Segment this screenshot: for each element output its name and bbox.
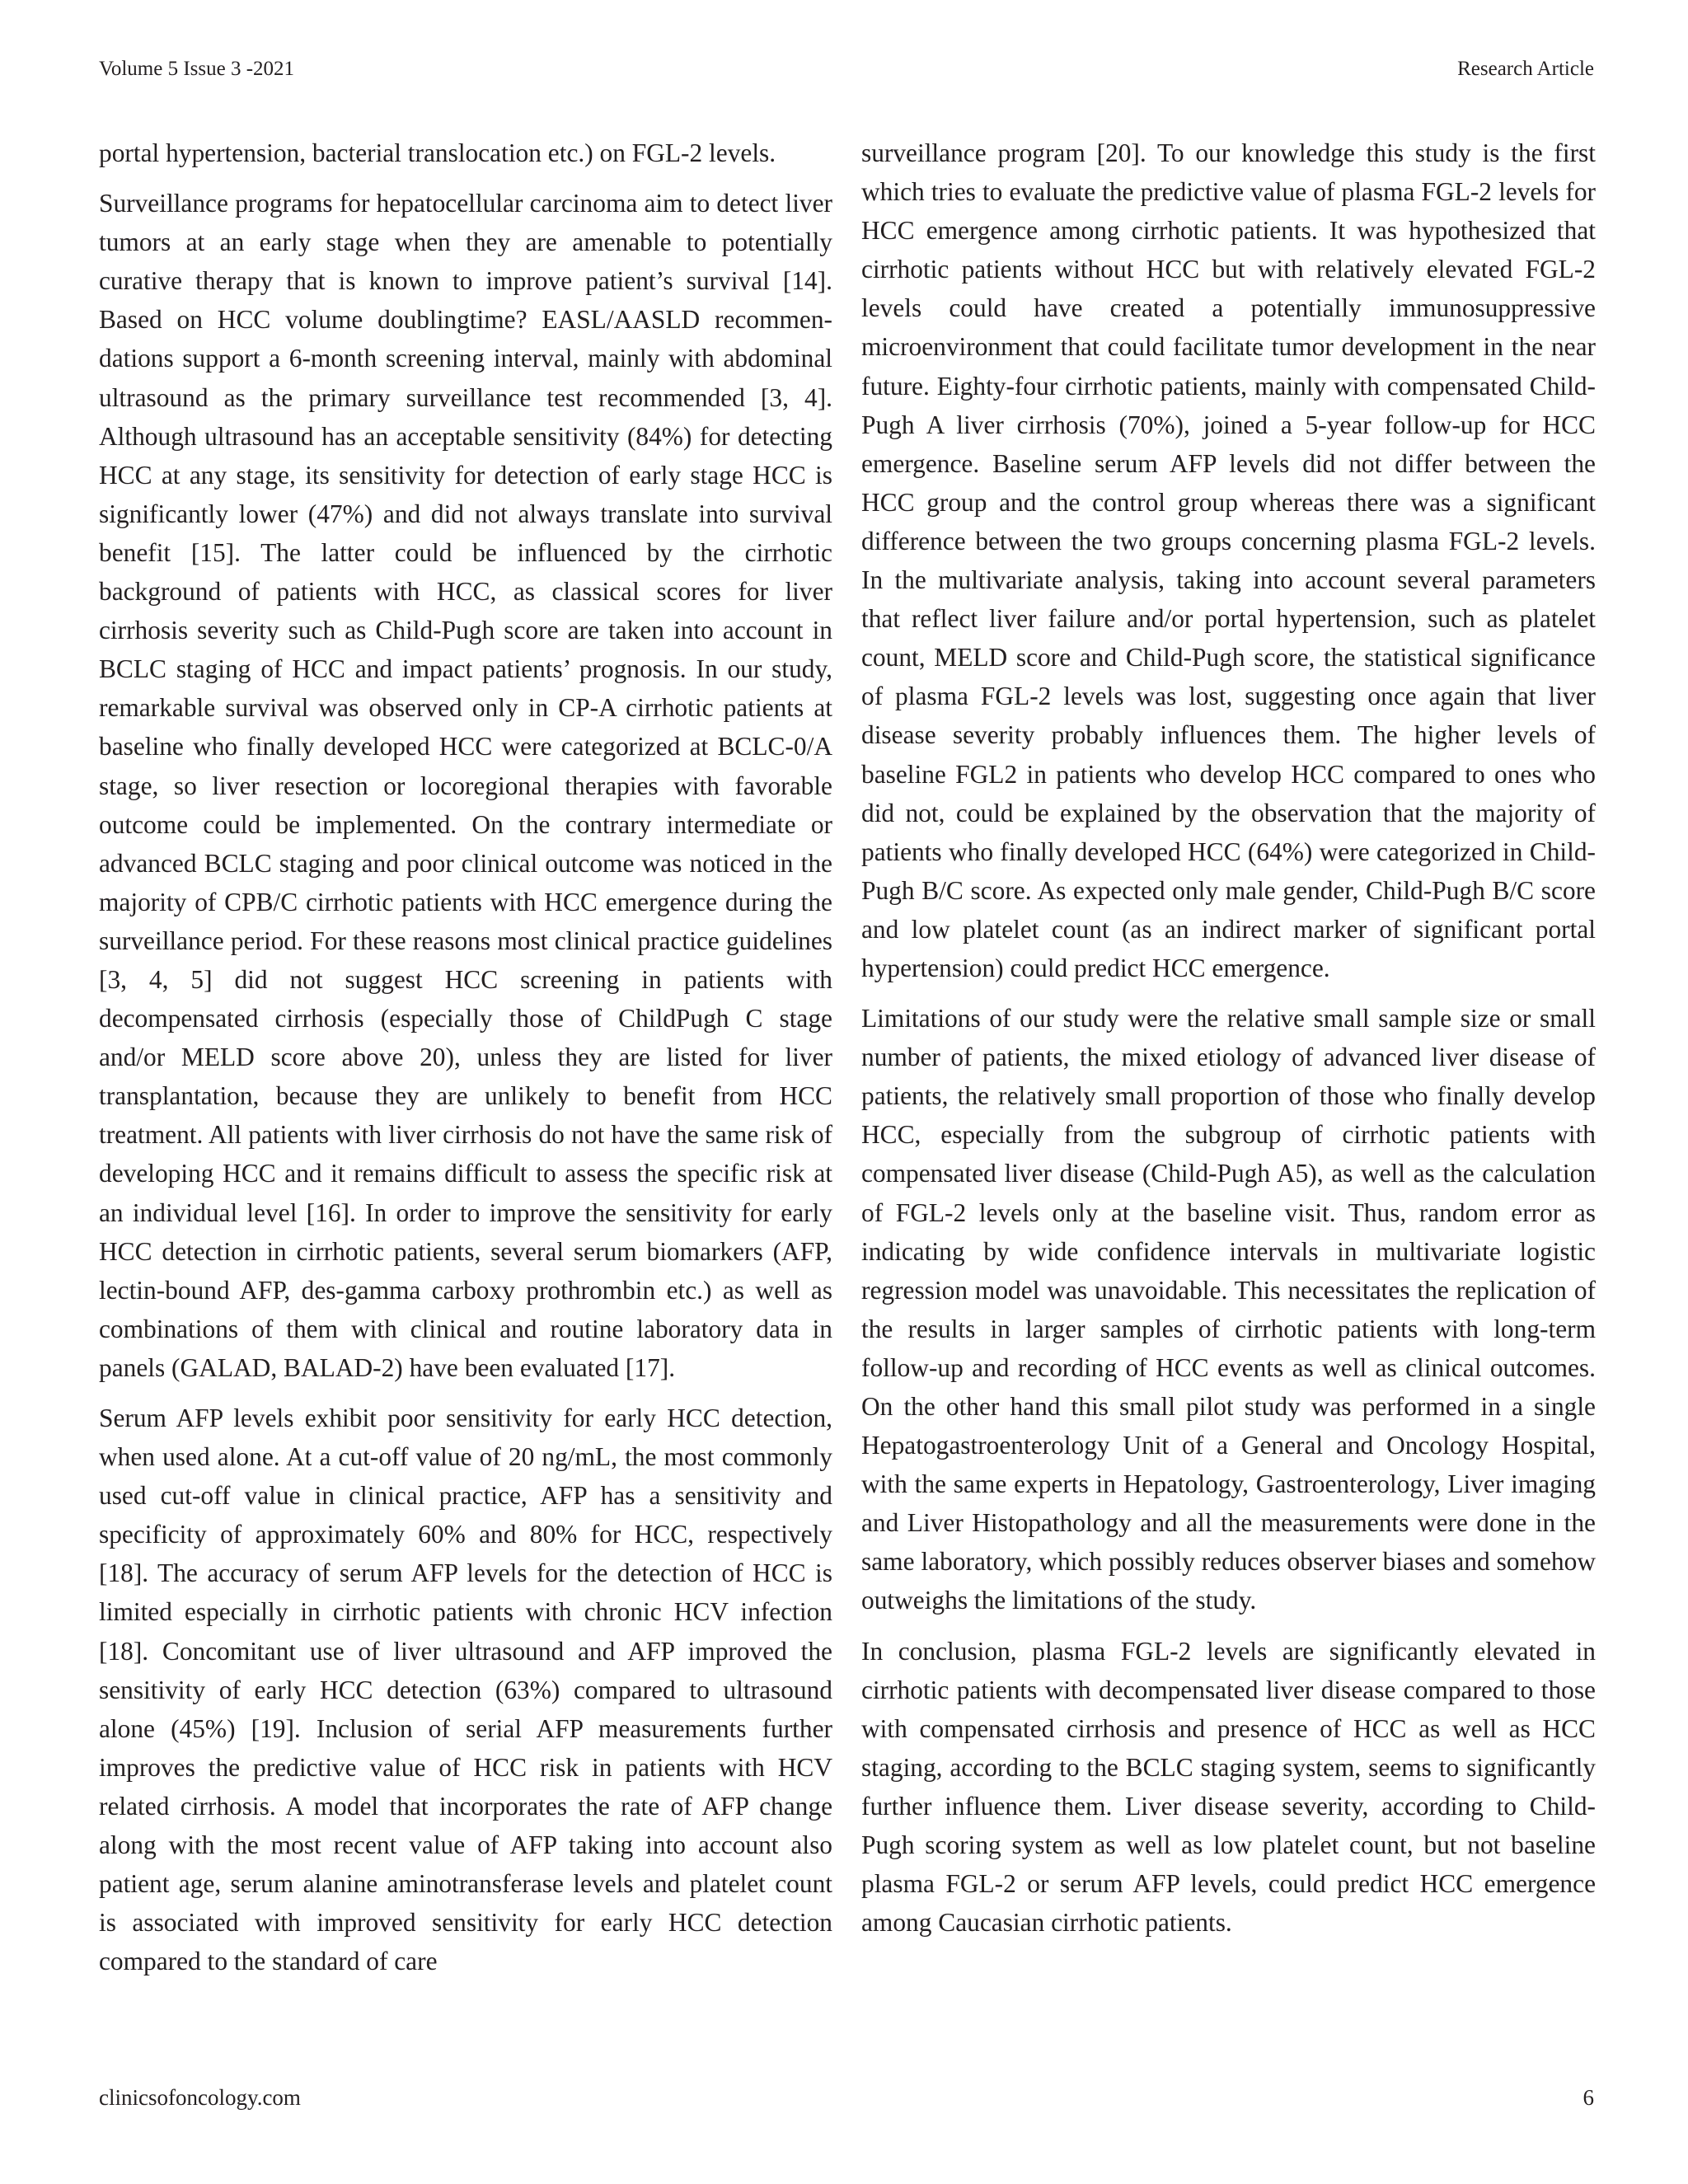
- paragraph-conclusion: In conclusion, plasma FGL-2 levels are significantly elevated in cirrhotic patients with decompensated liver disease compared to those with compensated cirrhosis and presence of HCC as well as HCC staging, according to the BCLC staging system, seems to significantly further influence them. Liver disease severity, according to Child-Pugh scoring system as well as low platelet count, but not baseline plasma FGL-2 or serum AFP levels, could predict HCC emergence among Caucasian cirrhotic patients.: [861, 1636, 1596, 1938]
- left-column: [99, 134, 832, 1992]
- paragraph-continuation: portal hypertension, bacterial translocation etc.) on FGL-2 levels.: [99, 138, 776, 167]
- footer-page-number: 6: [1582, 2085, 1594, 2110]
- running-head-volume: Volume 5 Issue 3 -2021: [99, 58, 295, 80]
- right-column: [861, 134, 1596, 1953]
- running-head-article-type: Research Article: [1457, 58, 1594, 80]
- paragraph-surveillance: Surveillance programs for hepatocellular carcinoma aim to detect liver tumors at an early stage when they are amenable to potentially curative therapy that is known to improve patient’s survival [14]. Based on HCC volume doublingtime? EASL/AASLD recommendations support a 6-month screening interval, mainly with abdominal ultrasound as the primary surveillance test recommended [3, 4]. Although ultrasound has an acceptable sensitivity (84%) for detecting HCC at any stage, its sensitivity for detection of early stage HCC is significantly lower (47%) and did not always translate into survival benefit [15]. The latter could be influenced by the cirrhotic background of patients with HCC, as classical scores for liver cirrhosis severity such as Child-Pugh score are taken into account in BCLC staging of HCC and impact patients’ prognosis. In our study, remarkable survival was observed only in CP-A cirrhotic patients at baseline who finally developed HCC were categorized at BCLC-0/A stage, so liver resection or locoregional therapies with favorable outcome could be implemented. On the contrary intermediate or advanced BCLC staging and poor clinical outcome was noticed in the majority of CPB/C cirrhotic patients with HCC emergence during the surveillance period. For these reasons most clinical practice guidelines [3, 4, 5] did not suggest HCC screening in patients with decompensated cirrhosis (especially those of ChildPugh C stage and/or MELD score above 20), unless they are listed for liver transplantation, because they are unlikely to benefit from HCC treatment. All patients with liver cirrhosis do not have the same risk of developing HCC and it remains difficult to assess the specific risk at an individual level [16]. In order to improve the sensitivity for early HCC detection in cirrhotic patients, several serum biomarkers (AFP, lectin-bound AFP, des-gamma carboxy prothrombin etc.) as well as combinations of them with clinical and routine laboratory data in panels (GALAD, BALAD-2) have been evaluated [17].: [99, 189, 832, 1382]
- paragraph-serum-afp: Serum AFP levels exhibit poor sensitivity for early HCC detection, when used alone. At a cut-off value of 20 ng/mL, the most commonly used cut-off value in clinical practice, AFP has a sensitivity and specificity of approximately 60% and 80% for HCC, respectively [18]. The accuracy of serum AFP levels for the detection of HCC is limited especially in cirrhotic patients with chronic HCV infection [18]. Concomitant use of liver ultrasound and AFP improved the sensitivity of early HCC detection (63%) compared to ultrasound alone (45%) [19]. Inclusion of serial AFP measurements further improves the predictive value of HCC risk in patients with HCV related cirrhosis. A model that incorporates the rate of AFP change along with the most recent value of AFP taking into account also patient age, serum alanine aminotransferase levels and platelet count is associated with improved sensitivity for early HCC detection compared to the standard of care: [99, 1404, 832, 1976]
- footer-website: clinicsofoncology.com: [99, 2085, 301, 2110]
- paragraph-study-summary: surveillance program [20]. To our knowledge this study is the first which tries to evaluate the predictive value of plasma FGL-2 levels for HCC emergence among cirrhotic patients. It was hypothesized that cirrhotic patients without HCC but with relatively elevated FGL-2 levels could have created a potentially immunosuppressive microenvironment that could facilitate tumor development in the near future. Eighty-four cirrhotic patients, mainly with compensated Child-Pugh A liver cirrhosis (70%), joined a 5-year follow-up for HCC emergence. Baseline serum AFP levels did not differ between the HCC group and the control group whereas there was a significant difference between the two groups concerning plasma FGL-2 levels. In the multivariate analysis, taking into account several parameters that reflect liver failure and/or portal hypertension, such as platelet count, MELD score and Child-Pugh score, the statistical significance of plasma FGL-2 levels was lost, suggesting once again that liver disease severity probably influences them. The higher levels of baseline FGL2 in patients who develop HCC compared to ones who did not, could be explained by the observation that the majority of patients who finally developed HCC (64%) were categorized in Child-Pugh B/C score. As expected only male gender, Child-Pugh B/C score and low platelet count (as an indirect marker of significant portal hypertension) could predict HCC emergence.: [861, 138, 1596, 982]
- paragraph-limitations: Limitations of our study were the relative small sample size or small number of patients, the mixed etiology of advanced liver disease of patients, the relatively small proportion of those who finally develop HCC, especially from the subgroup of cirrhotic patients with compensated liver disease (Child-Pugh A5), as well as the calculation of FGL-2 levels only at the baseline visit. Thus, random error as indicating by wide confidence intervals in multivariate logistic regression model was unavoidable. This necessitates the replication of the results in larger samples of cirrhotic patients with long-term follow-up and recording of HCC events as well as clinical outcomes. On the other hand this small pilot study was performed in a single Hepatogastroenterology Unit of a General and Oncology Hospital, with the same experts in Hepatology, Gastroenterology, Liver imaging and Liver Histopathology and all the measurements were done in the same laboratory, which possibly reduces observer biases and somehow outweighs the limitations of the study.: [861, 1004, 1596, 1615]
